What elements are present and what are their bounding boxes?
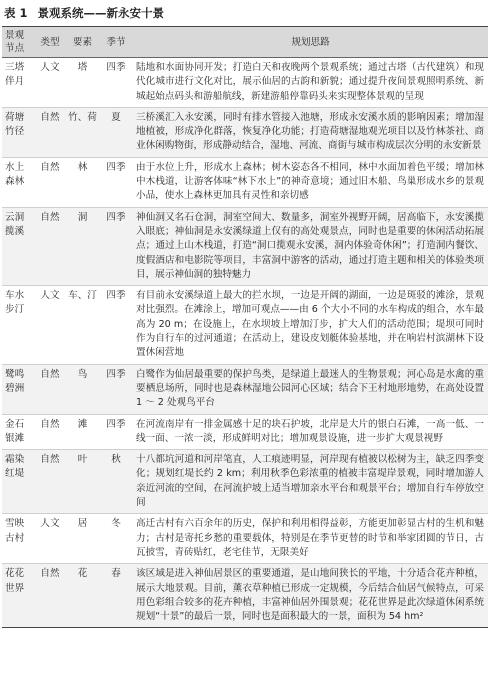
cell-node: 车水步汀 (2, 286, 34, 364)
cell-season: 冬 (99, 514, 133, 564)
cell-season: 四季 (99, 414, 133, 450)
cell-element: 滩 (66, 414, 99, 450)
cell-element: 洞 (66, 207, 99, 285)
cell-type: 自然 (34, 207, 66, 285)
cell-type: 自然 (34, 107, 66, 157)
table-row (2, 450, 488, 514)
cell-plan: 由于水位上升，形成水上森林；树木姿态各不相同，林中水面加着色平缓；增加林中木栈道，让游客体味“林下水上”的神奇意境；通过旧木船、鸟巢形成水乡的景观小品，使水上森林更加具有灵性和亲切感 (133, 157, 488, 207)
cell-element: 林 (66, 157, 99, 207)
cell-plan: 三桥溪汇入永安溪，同时有排水管接入池塘，形成永安溪水质的影响因素；增加湿地植被，形成净化群落，恢复净化功能；打造荷塘湿地观光项目以及竹林茶社、商业休闲购物街，形成静动结合，湿地、河流、商街与城市构成层次分明的永安新景 (133, 107, 488, 157)
header-plan: 规划思路 (133, 27, 488, 58)
cell-element: 塔 (66, 58, 99, 108)
cell-node: 三塔伴月 (2, 58, 34, 108)
cell-plan: 该区域是进入神仙居景区的重要通道，是山地间狭长的平地，十分适合花卉种植，展示大地景观。目前，薰衣草种植已形成一定规模，今后结合仙居气候特点，可采用色彩组合较多的花卉种植，丰富神仙居外围景观；花花世界是此次绿道休闲系统规划“十景”的最后一景，同时也是面积最大的一景，面积为 54 hm² (133, 564, 488, 628)
cell-element: 竹、荷 (66, 107, 99, 157)
cell-plan: 神仙洞又名石仓洞，洞室空间大、数量多，洞室外视野开阔，居高临下，永安溪揽入眼底；神仙洞是永安溪绿道上仅有的高处观景点，同时也是重要的休闲活动拓展点；通过上山木栈道，打造“洞口揽观永安溪，洞内体验奇休闲”；打造洞内餐饮、度假酒店和电影院等项目，丰富洞中游客的活动，通过打造主题和相关的体验类项目，展示神仙洞的独特魅力 (133, 207, 488, 285)
cell-season: 四季 (99, 157, 133, 207)
cell-element: 叶 (66, 450, 99, 514)
header-row (2, 27, 488, 58)
cell-plan: 白鹭作为仙居最重要的保护鸟类，是绿道上最迷人的生物景观；河心岛是水禽的重要栖息场所，同时也是森林湿地公园河心区域；结合下王村地形地势，在高处设置 1 ～ 2 处观鸟平台 (133, 364, 488, 414)
cell-node: 云洞揽溪 (2, 207, 34, 285)
table-row (2, 207, 488, 285)
scenic-system-table (2, 26, 488, 628)
table-row (2, 107, 488, 157)
cell-node: 荷塘竹径 (2, 107, 34, 157)
cell-node: 霜染红堤 (2, 450, 34, 514)
cell-type: 自然 (34, 414, 66, 450)
cell-element: 居 (66, 514, 99, 564)
table-row (2, 564, 488, 628)
cell-season: 四季 (99, 286, 133, 364)
cell-node: 水上森林 (2, 157, 34, 207)
cell-plan: 陆地和水面协同开发；打造白天和夜晚两个景观系统；通过古塔（古代建筑）和现代化城市进行文化对比，展示仙居的古韵和新貌；通过提升夜间景观照明系统、新城起始点码头和游船航线，新建游船停靠码头来实现整体景观的呈现 (133, 58, 488, 108)
table-row (2, 58, 488, 108)
cell-season: 四季 (99, 58, 133, 108)
cell-element: 花 (66, 564, 99, 628)
header-element: 要素 (66, 27, 99, 58)
table-row (2, 364, 488, 414)
cell-season: 夏 (99, 107, 133, 157)
cell-node: 雪映古村 (2, 514, 34, 564)
table-row (2, 414, 488, 450)
cell-type: 自然 (34, 157, 66, 207)
cell-season: 秋 (99, 450, 133, 514)
cell-type: 自然 (34, 450, 66, 514)
table-row (2, 514, 488, 564)
table-number: 表 1 (4, 6, 28, 20)
cell-plan: 十八都坑河道和河岸笔直，人工痕迹明显，河岸现有植被以松树为主，缺乏四季变化；规划红堤长约 2 km；利用秋季色彩浓重的植被丰富堤岸景观，同时增加游人亲近河流的空间，在河流护坡上适当增加亲水平台和观景平台；增加自行车停放空间 (133, 450, 488, 514)
cell-plan: 在河流南岸有一排金属感十足的块石护坡，北岸是大片的银白石滩，一高一低、一线一面、一浓一淡，形成鲜明对比；增加观景设施，进一步扩大观景视野 (133, 414, 488, 450)
cell-plan: 有目前永安溪绿道上最大的拦水坝，一边是开阔的湖面，一边是斑驳的滩涂，景观对比强烈。在滩涂上，增加可观点——由 6 个大小不同的水车构成的组合，水车最高为 20 m；在设施上，在水坝坡上增加汀步，扩大人们的活动范围；堤坝可同时作为自行车的过河通道；在活动上，建设皮划艇体验基地，并在响岩村滨湖林下设置休闲营地 (133, 286, 488, 364)
header-node: 景观节点 (2, 27, 34, 58)
header-type: 类型 (34, 27, 66, 58)
cell-element: 车、汀 (66, 286, 99, 364)
cell-season: 春 (99, 564, 133, 628)
cell-plan: 高迁古村有六百余年的历史，保护和利用相得益彰，方能更加彰显古村的生机和魅力；古村是寄托乡愁的重要载体，特别是在季节更替的时节和举家团圆的节日，古瓦披雪，青砖贴红，老宅佳节，无限美好 (133, 514, 488, 564)
table-row (2, 286, 488, 364)
cell-node: 金石银滩 (2, 414, 34, 450)
cell-element: 鸟 (66, 364, 99, 414)
cell-type: 人文 (34, 286, 66, 364)
table-row (2, 157, 488, 207)
table-title: 景观系统——新永安十景 (37, 6, 165, 20)
cell-node: 鹭鸣碧洲 (2, 364, 34, 414)
cell-node: 花花世界 (2, 564, 34, 628)
cell-season: 四季 (99, 207, 133, 285)
table-caption (4, 4, 174, 22)
cell-type: 人文 (34, 514, 66, 564)
cell-type: 人文 (34, 58, 66, 108)
cell-type: 自然 (34, 364, 66, 414)
cell-type: 自然 (34, 564, 66, 628)
header-season: 季节 (99, 27, 133, 58)
cell-season: 四季 (99, 364, 133, 414)
